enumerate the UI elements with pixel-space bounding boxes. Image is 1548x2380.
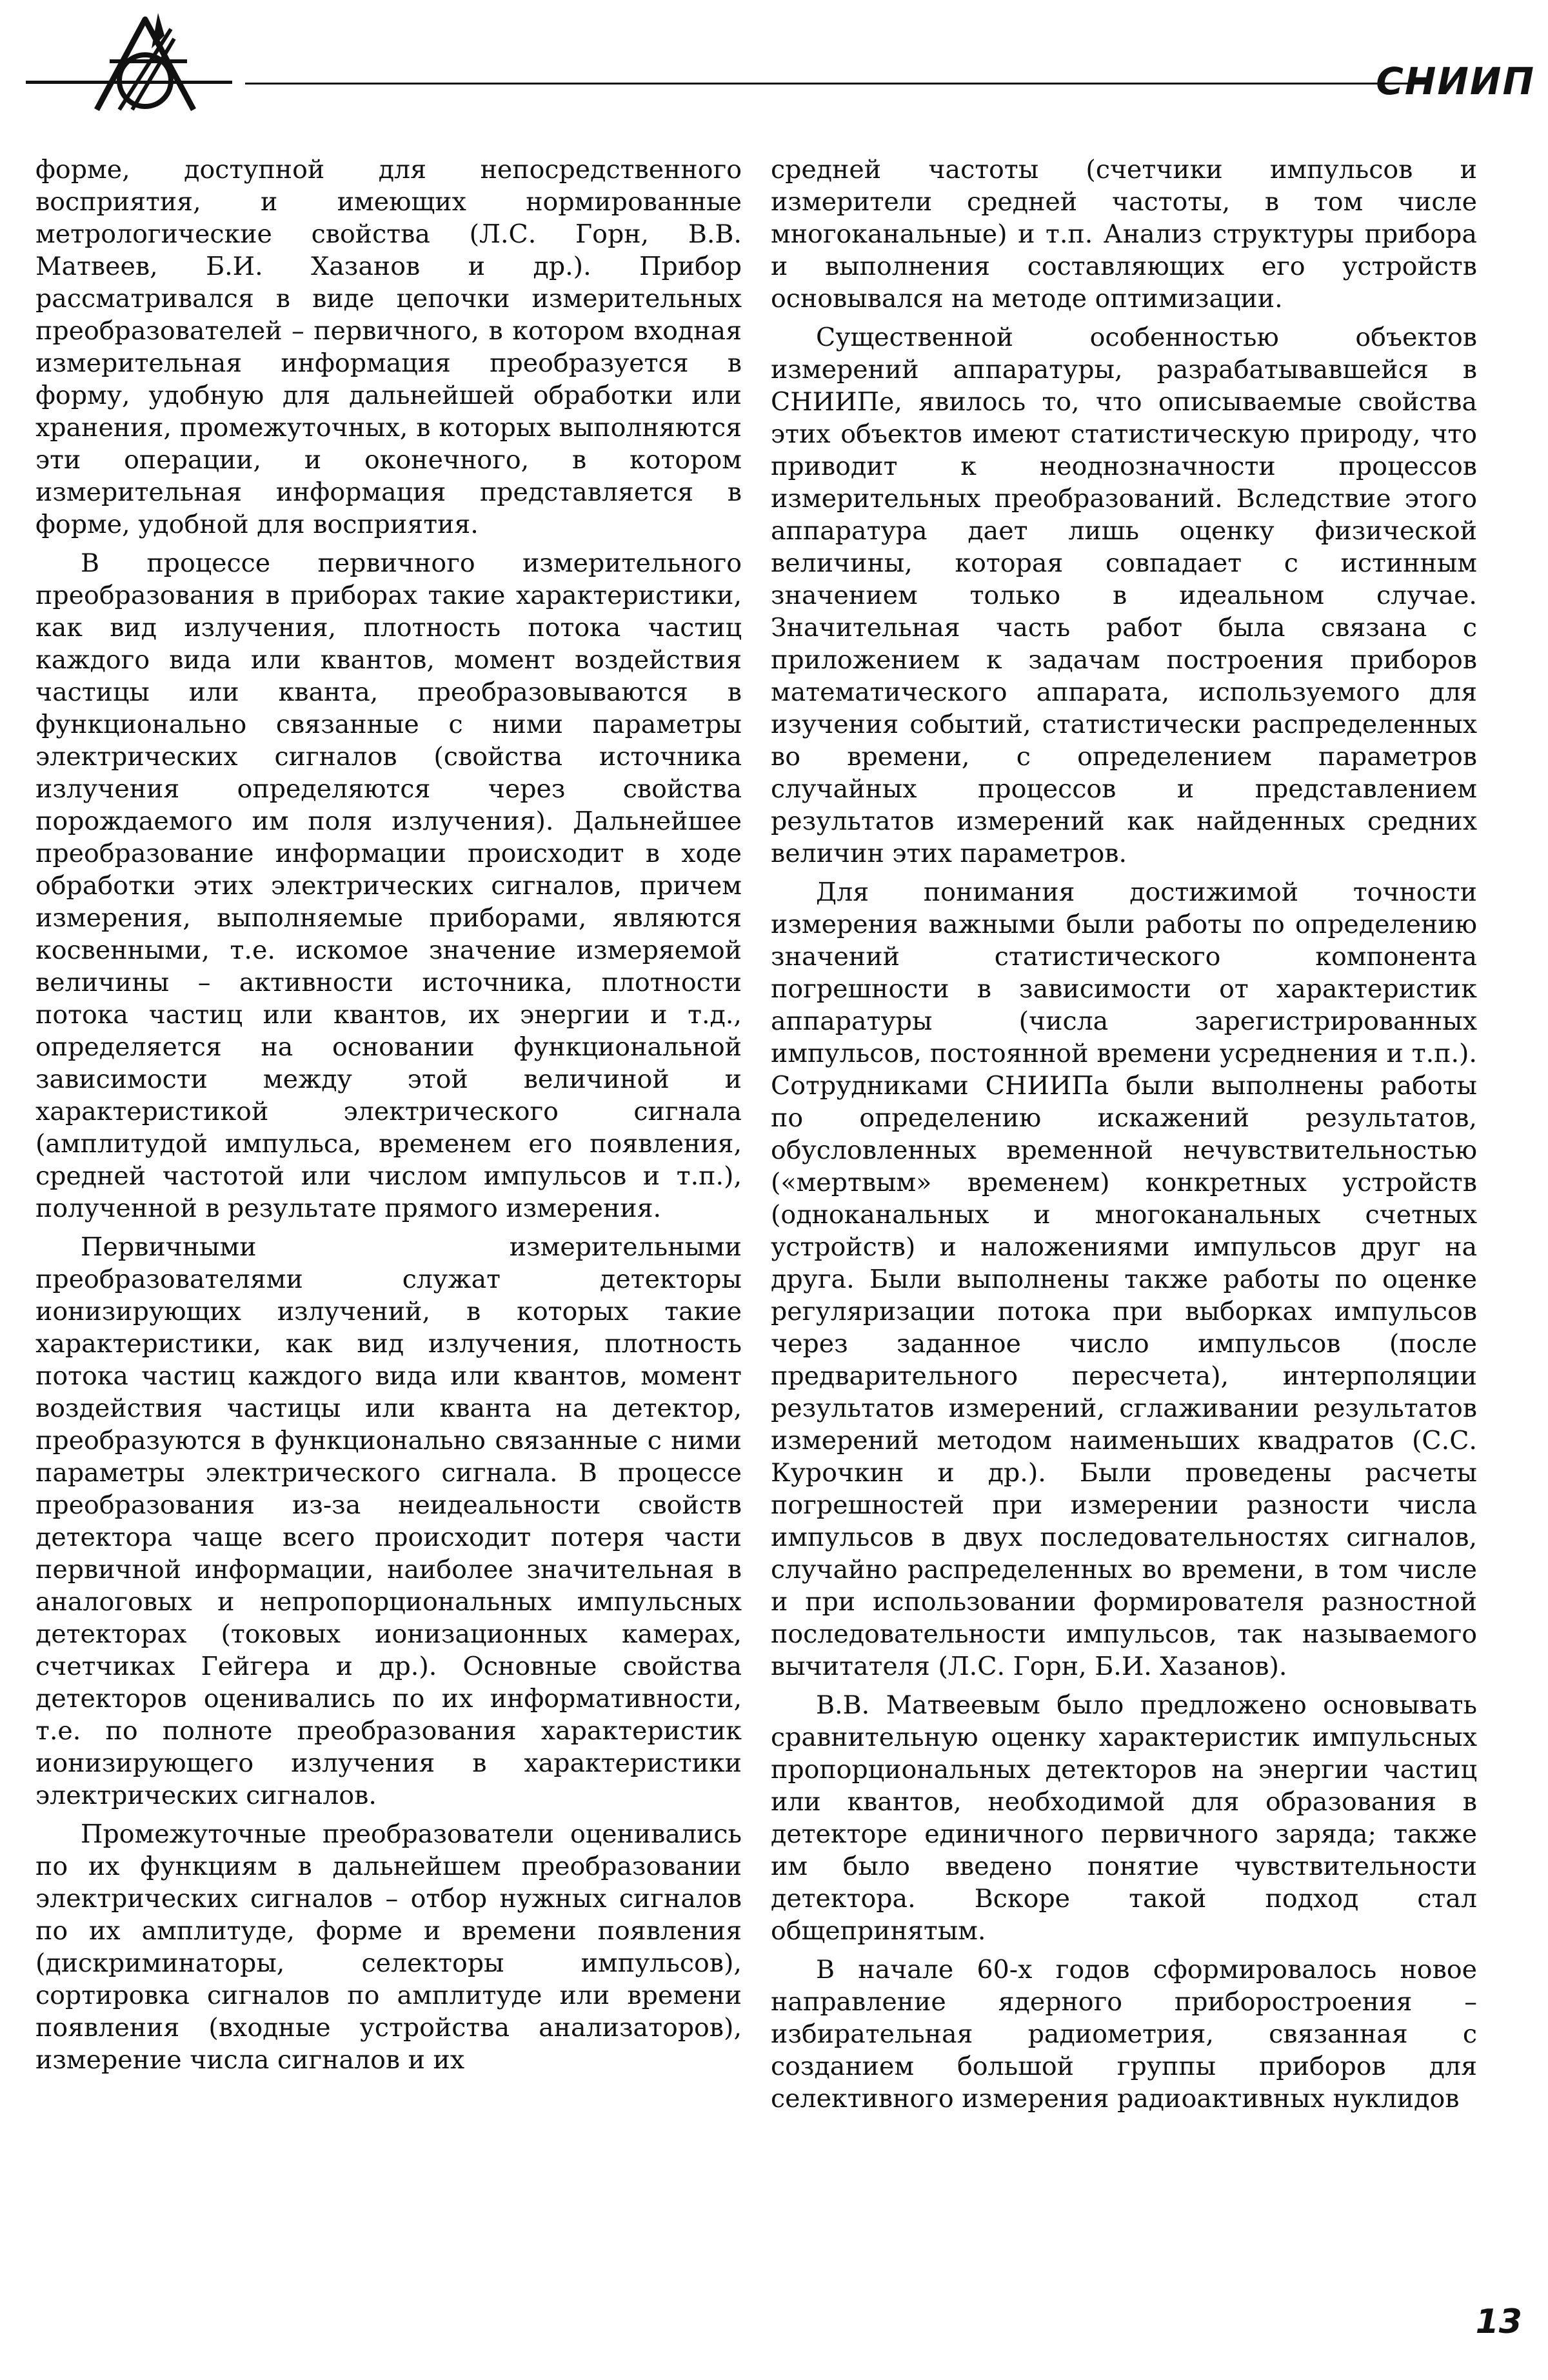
paragraph: Для понимания достижимой точности измерения важными были работы по определению значений статистического компонента погрешности в зависимости от характеристик аппаратуры (числа зарегистрированных импульсов, постоянной времени усреднения и т.п.). Сотрудниками СНИИПа были выполнены работы по определению искажений результатов, обусловленных временной нечувствительностью («мертвым» временем) конкретных устройств (одноканальных и многоканальных счетных устройств) и наложениями импульсов друг на друга. Были выполнены также работы по оценке регуляризации потока при выборках импульсов через заданное число импульсов (после предварительного пересчета), интерполяции результатов измерений, сглаживании результатов измерений методом наименьших квадратов (С.С. Курочкин и др.). Были проведены расчеты погрешностей при измерении разности числа импульсов в двух последовательностях сигналов, случайно распределенных во времени, в том числе и при использовании формирователя разностной последовательности импульсов, так называемого вычитателя (Л.С. Горн, Б.И. Хазанов). — [771, 877, 1477, 1681]
page-number: 13 — [1475, 2303, 1522, 2341]
paragraph: В.В. Матвеевым было предложено основывать сравнительную оценку характеристик импульсных пропорциональных детекторов на энергии частиц или квантов, необходимой для образования в детекторе единичного первичного заряда; также им было введено понятие чувствительности детектора. Вскоре такой подход стал общепринятым. — [771, 1690, 1477, 1946]
paragraph: Промежуточные преобразователи оценивались по их функциям в дальнейшем преобразовании электрических сигналов – отбор нужных сигналов по их амплитуде, форме и времени появления (дискриминаторы, селекторы импульсов), сортировка сигналов по амплитуде или времени появления (входные устройства анализаторов), измерение числа сигналов и их — [35, 1819, 742, 2075]
right-column — [771, 154, 1477, 2121]
journal-title: СНИИП — [1376, 59, 1535, 103]
paragraph: форме, доступной для непосредственного восприятия, и имеющих нормированные метрологические свойства (Л.С. Горн, В.В. Матвеев, Б.И. Хазанов и др.). Прибор рассматривался в виде цепочки измерительных преобразователей – первичного, в котором входная измерительная информация преобразуется в форму, удобную для дальнейшей обработки или хранения, промежуточных, в которых выполняются эти операции, и оконечного, в котором измерительная информация представляется в форме, удобной для восприятия. — [35, 155, 742, 539]
paragraph: Первичными измерительными преобразователями служат детекторы ионизирующих излучений, в которых такие характеристики, как вид излучения, плотность потока частиц каждого вида или квантов, момент воздействия частицы или кванта на детектор, преобразуются в функционально связанные с ними параметры электрического сигнала. В процессе преобразования из-за неидеальности свойств детектора чаще всего происходит потеря части первичной информации, наиболее значительная в аналоговых и непропорциональных импульсных детекторах (токовых ионизационных камерах, счетчиках Гейгера и др.). Основные свойства детекторов оценивались по их информативности, т.е. по полноте преобразования характеристик ионизирующего излучения в характеристики электрических сигналов. — [35, 1232, 742, 1810]
paragraph: В начале 60-х годов сформировалось новое направление ядерного приборостроения – избирательная радиометрия, связанная с созданием большой группы приборов для селективного измерения радиоактивных нуклидов — [771, 1955, 1477, 2114]
left-column — [35, 154, 742, 2083]
paragraph: Существенной особенностью объектов измерений аппаратуры, разрабатывавшейся в СНИИПе, явилось то, что описываемые свойства этих объектов имеют статистическую природу, что приводит к неоднозначности процессов измерительных преобразований. Вследствие этого аппаратура дает лишь оценку физической величины, которая совпадает с истинным значением только в идеальном случае. Значительная часть работ была связана с приложением к задачам построения приборов математического аппарата, используемого для изучения событий, статистически распределенных во времени, с определением параметров случайных процессов и представлением результатов измерений как найденных средних величин этих параметров. — [771, 323, 1477, 868]
page-header — [26, 13, 1535, 142]
paragraph: В процессе первичного измерительного преобразования в приборах такие характеристики, как вид излучения, плотность потока частиц каждого вида или квантов, момент воздействия частицы или кванта, преобразовываются в функционально связанные с ними параметры электрических сигналов (свойства источника излучения определяются через свойства порождаемого им поля излучения). Дальнейшее преобразование информации происходит в ходе обработки этих электрических сигналов, причем измерения, выполняемые приборами, являются косвенными, т.е. искомое значение измеряемой величины – активности источника, плотности потока частиц или квантов, их энергии и т.д., определяется на основании функциональной зависимости между этой величиной и характеристикой электрического сигнала (амплитудой импульса, временем его появления, средней частотой или числом импульсов и т.п.), полученной в результате прямого измерения. — [35, 548, 742, 1223]
sniip-logo-icon — [84, 13, 206, 123]
paragraph: средней частоты (счетчики импульсов и измерители средней частоты, в том числе многоканальные) и т.п. Анализ структуры прибора и выполнения составляющих его устройств основывался на методе оптимизации. — [771, 155, 1477, 314]
header-rule — [245, 83, 1432, 85]
